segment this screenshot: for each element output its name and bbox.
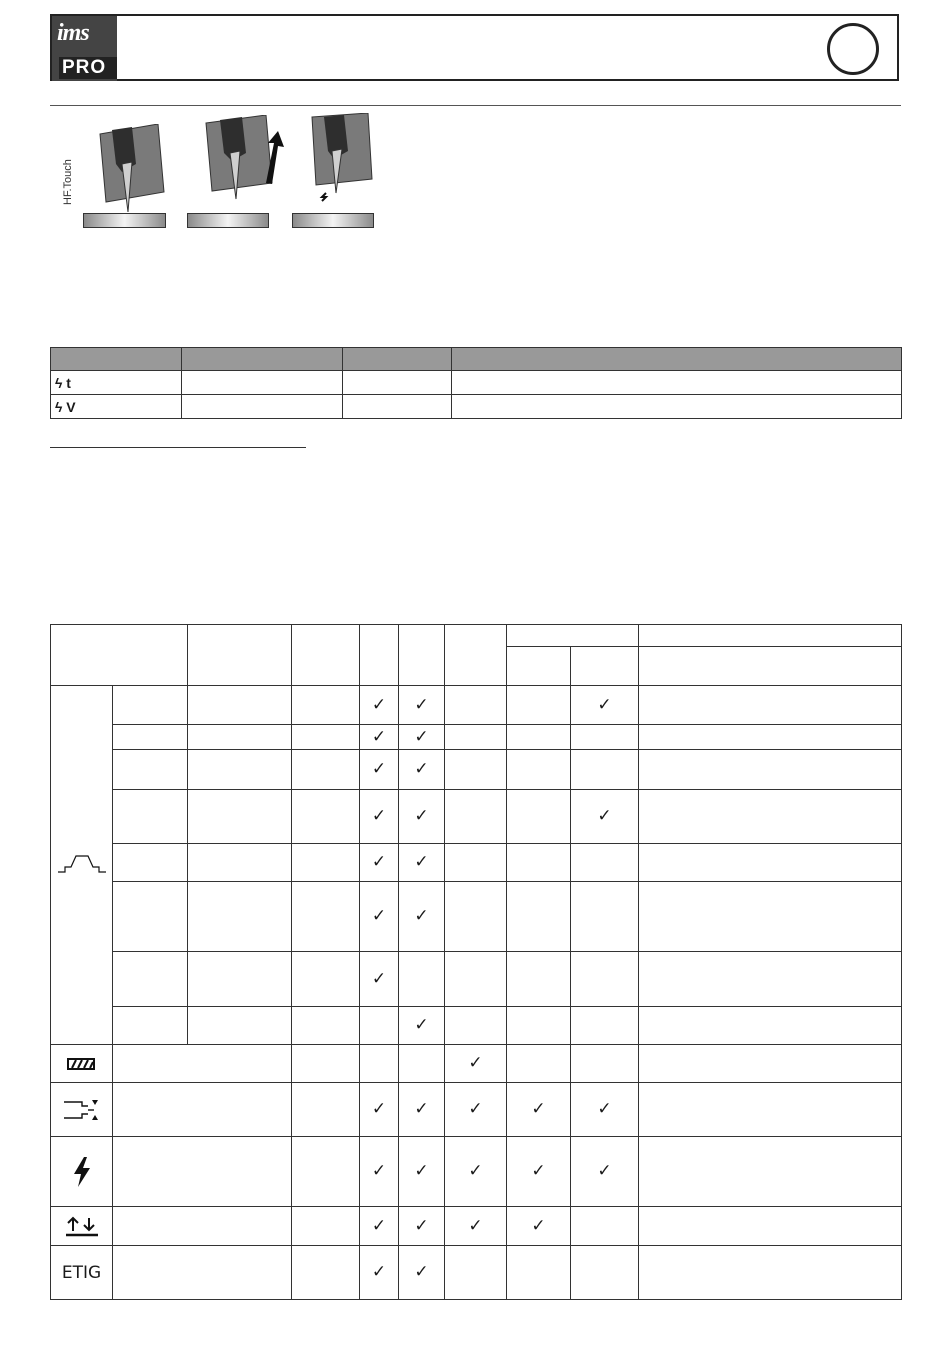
- checkmark-cell: ✓: [445, 1083, 507, 1137]
- workpiece-plate-2: [187, 213, 269, 228]
- table-cell: [507, 1007, 571, 1045]
- checkmark-cell: ✓: [360, 952, 399, 1007]
- table-row: [51, 882, 902, 952]
- table-row: [51, 750, 902, 790]
- table-cell: [113, 844, 188, 882]
- etig-label: ETIG: [61, 1262, 102, 1283]
- table-row: [51, 725, 902, 750]
- table-row: [51, 1207, 902, 1246]
- header-cell: [343, 348, 452, 371]
- checkmark-cell: ✓: [399, 844, 445, 882]
- table-cell: [292, 725, 360, 750]
- table-cell: [188, 844, 292, 882]
- table-cell: [639, 1207, 902, 1246]
- table-row: [51, 686, 902, 725]
- symbol-cell: ϟ t: [51, 371, 182, 395]
- checkmark-cell: ✓: [445, 1045, 507, 1083]
- pulse-mode-icon: [51, 686, 113, 1045]
- feature-compatibility-table: [50, 624, 902, 1300]
- table-cell: [113, 1083, 292, 1137]
- table-cell: [639, 725, 902, 750]
- table-row: [51, 1137, 902, 1207]
- table-cell: [452, 371, 902, 395]
- header-cell: [639, 625, 902, 647]
- table-cell: [507, 790, 571, 844]
- etig-icon: [51, 1246, 113, 1300]
- checkmark-cell: ✓: [445, 1137, 507, 1207]
- up-down-arrows-icon: [51, 1207, 113, 1246]
- checkmark-cell: ✓: [360, 1083, 399, 1137]
- header-cell: [188, 625, 292, 686]
- checkmark-cell: ✓: [360, 882, 399, 952]
- torch-step-1-icon: [92, 124, 166, 214]
- table-cell: [445, 1007, 507, 1045]
- table-cell: [292, 686, 360, 725]
- checkmark-cell: ✓: [571, 790, 639, 844]
- header-cell: [292, 625, 360, 686]
- table-cell: [452, 395, 902, 419]
- table-cell: [113, 1246, 292, 1300]
- table-cell: [399, 952, 445, 1007]
- table-cell: [292, 750, 360, 790]
- checkmark-cell: ✓: [507, 1137, 571, 1207]
- checkmark-cell: ✓: [360, 750, 399, 790]
- table-cell: [292, 1045, 360, 1083]
- table-cell: [571, 952, 639, 1007]
- table-cell: [188, 686, 292, 725]
- table-cell: [507, 844, 571, 882]
- checkmark-cell: ✓: [360, 844, 399, 882]
- table-cell: [445, 686, 507, 725]
- torch-step-3-icon: [302, 113, 376, 209]
- table-cell: [639, 1007, 902, 1045]
- table-cell: [639, 750, 902, 790]
- header-cell: [507, 625, 639, 647]
- header-divider: [50, 105, 901, 106]
- table-cell: [571, 882, 639, 952]
- table-cell: [571, 844, 639, 882]
- table-cell: [113, 1137, 292, 1207]
- table-cell: [113, 790, 188, 844]
- table-row: [51, 1246, 902, 1300]
- header-cell: [182, 348, 343, 371]
- checkmark-cell: ✓: [507, 1083, 571, 1137]
- checkmark-cell: ✓: [571, 1083, 639, 1137]
- table-cell: [571, 1246, 639, 1300]
- table-cell: [292, 1007, 360, 1045]
- table-cell: [113, 882, 188, 952]
- table-cell: [188, 750, 292, 790]
- table-cell: [445, 844, 507, 882]
- table-cell: [507, 686, 571, 725]
- table-cell: [343, 371, 452, 395]
- hf-touch-label: HF.Touch: [62, 159, 74, 205]
- checkmark-cell: ✓: [360, 1246, 399, 1300]
- table-cell: [292, 844, 360, 882]
- table-cell: [571, 750, 639, 790]
- header-cell: [571, 647, 639, 686]
- table-cell: [445, 725, 507, 750]
- table-cell: [639, 1137, 902, 1207]
- table-cell: [399, 1045, 445, 1083]
- table-cell: [292, 1137, 360, 1207]
- table-cell: [113, 1007, 188, 1045]
- gas-valve-icon: [51, 1083, 113, 1137]
- table-cell: [113, 750, 188, 790]
- table-cell: [188, 725, 292, 750]
- table-header-row: [51, 348, 902, 371]
- table-cell: [182, 395, 343, 419]
- table-cell: [292, 790, 360, 844]
- header-cell: [399, 625, 445, 686]
- table-cell: [292, 1083, 360, 1137]
- checkmark-cell: ✓: [399, 1007, 445, 1045]
- header-cell: [51, 348, 182, 371]
- checkmark-cell: ✓: [571, 1137, 639, 1207]
- table-row: [51, 395, 902, 419]
- table-cell: [507, 882, 571, 952]
- table-cell: [188, 952, 292, 1007]
- table-cell: [639, 790, 902, 844]
- table-cell: [507, 1246, 571, 1300]
- checkmark-cell: ✓: [399, 725, 445, 750]
- language-circle-badge: [827, 23, 879, 75]
- symbol-cell: ϟ V: [51, 395, 182, 419]
- table-cell: [445, 790, 507, 844]
- checkmark-cell: ✓: [571, 686, 639, 725]
- checkmark-cell: ✓: [399, 750, 445, 790]
- table-cell: [445, 750, 507, 790]
- checkmark-cell: ✓: [399, 1246, 445, 1300]
- table-cell: [292, 1246, 360, 1300]
- header-frame: [50, 14, 899, 81]
- checkmark-cell: ✓: [360, 725, 399, 750]
- hf-settings-table: [50, 347, 902, 419]
- table-cell: [360, 1045, 399, 1083]
- table-cell: [639, 882, 902, 952]
- table-cell: [445, 882, 507, 952]
- logo-pro-text: PRO: [59, 57, 117, 79]
- table-cell: [445, 1246, 507, 1300]
- table-cell: [507, 952, 571, 1007]
- table-row: [51, 790, 902, 844]
- header-cell: [452, 348, 902, 371]
- table-cell: [571, 1045, 639, 1083]
- table-row: [51, 1007, 902, 1045]
- checkmark-cell: ✓: [399, 1207, 445, 1246]
- table-cell: [571, 725, 639, 750]
- header-cell: [639, 647, 902, 686]
- table-cell: [639, 686, 902, 725]
- table-cell: [188, 882, 292, 952]
- table-row: [51, 952, 902, 1007]
- checkmark-cell: ✓: [399, 1083, 445, 1137]
- table-row: [51, 371, 902, 395]
- table-cell: [343, 395, 452, 419]
- checkmark-cell: ✓: [360, 1207, 399, 1246]
- checkmark-cell: ✓: [399, 1137, 445, 1207]
- table-cell: [507, 750, 571, 790]
- checkmark-cell: ✓: [360, 790, 399, 844]
- checkmark-cell: ✓: [507, 1207, 571, 1246]
- header-cell: [360, 625, 399, 686]
- brand-logo: [52, 16, 117, 81]
- checkmark-cell: ✓: [399, 790, 445, 844]
- section-underline: [50, 447, 306, 448]
- table-cell: [360, 1007, 399, 1045]
- checkmark-cell: ✓: [360, 686, 399, 725]
- table-cell: [188, 1007, 292, 1045]
- checkmark-cell: ✓: [399, 882, 445, 952]
- checkmark-cell: ✓: [360, 1137, 399, 1207]
- table-cell: [639, 844, 902, 882]
- table-cell: [571, 1207, 639, 1246]
- table-cell: [571, 1007, 639, 1045]
- table-cell: [292, 1207, 360, 1246]
- table-cell: [292, 882, 360, 952]
- table-cell: [113, 1045, 292, 1083]
- logo-ims-text: ims: [57, 20, 89, 46]
- checkmark-cell: ✓: [399, 686, 445, 725]
- table-cell: [507, 1045, 571, 1083]
- lightning-icon: [51, 1137, 113, 1207]
- table-cell: [182, 371, 343, 395]
- header-cell: [507, 647, 571, 686]
- table-row: [51, 1045, 902, 1083]
- table-row: [51, 844, 902, 882]
- torch-step-2-icon: [202, 115, 292, 205]
- table-cell: [113, 725, 188, 750]
- table-row: [51, 1083, 902, 1137]
- workpiece-plate-1: [83, 213, 166, 228]
- workpiece-plate-3: [292, 213, 374, 228]
- header-cell: [51, 625, 188, 686]
- table-header-row: [51, 625, 902, 647]
- battery-icon: [51, 1045, 113, 1083]
- checkmark-cell: ✓: [445, 1207, 507, 1246]
- table-cell: [507, 725, 571, 750]
- table-cell: [639, 1083, 902, 1137]
- table-cell: [639, 952, 902, 1007]
- table-cell: [113, 952, 188, 1007]
- table-cell: [292, 952, 360, 1007]
- table-cell: [113, 686, 188, 725]
- table-cell: [113, 1207, 292, 1246]
- table-cell: [639, 1246, 902, 1300]
- header-cell: [445, 625, 507, 686]
- table-cell: [639, 1045, 902, 1083]
- table-cell: [445, 952, 507, 1007]
- table-cell: [188, 790, 292, 844]
